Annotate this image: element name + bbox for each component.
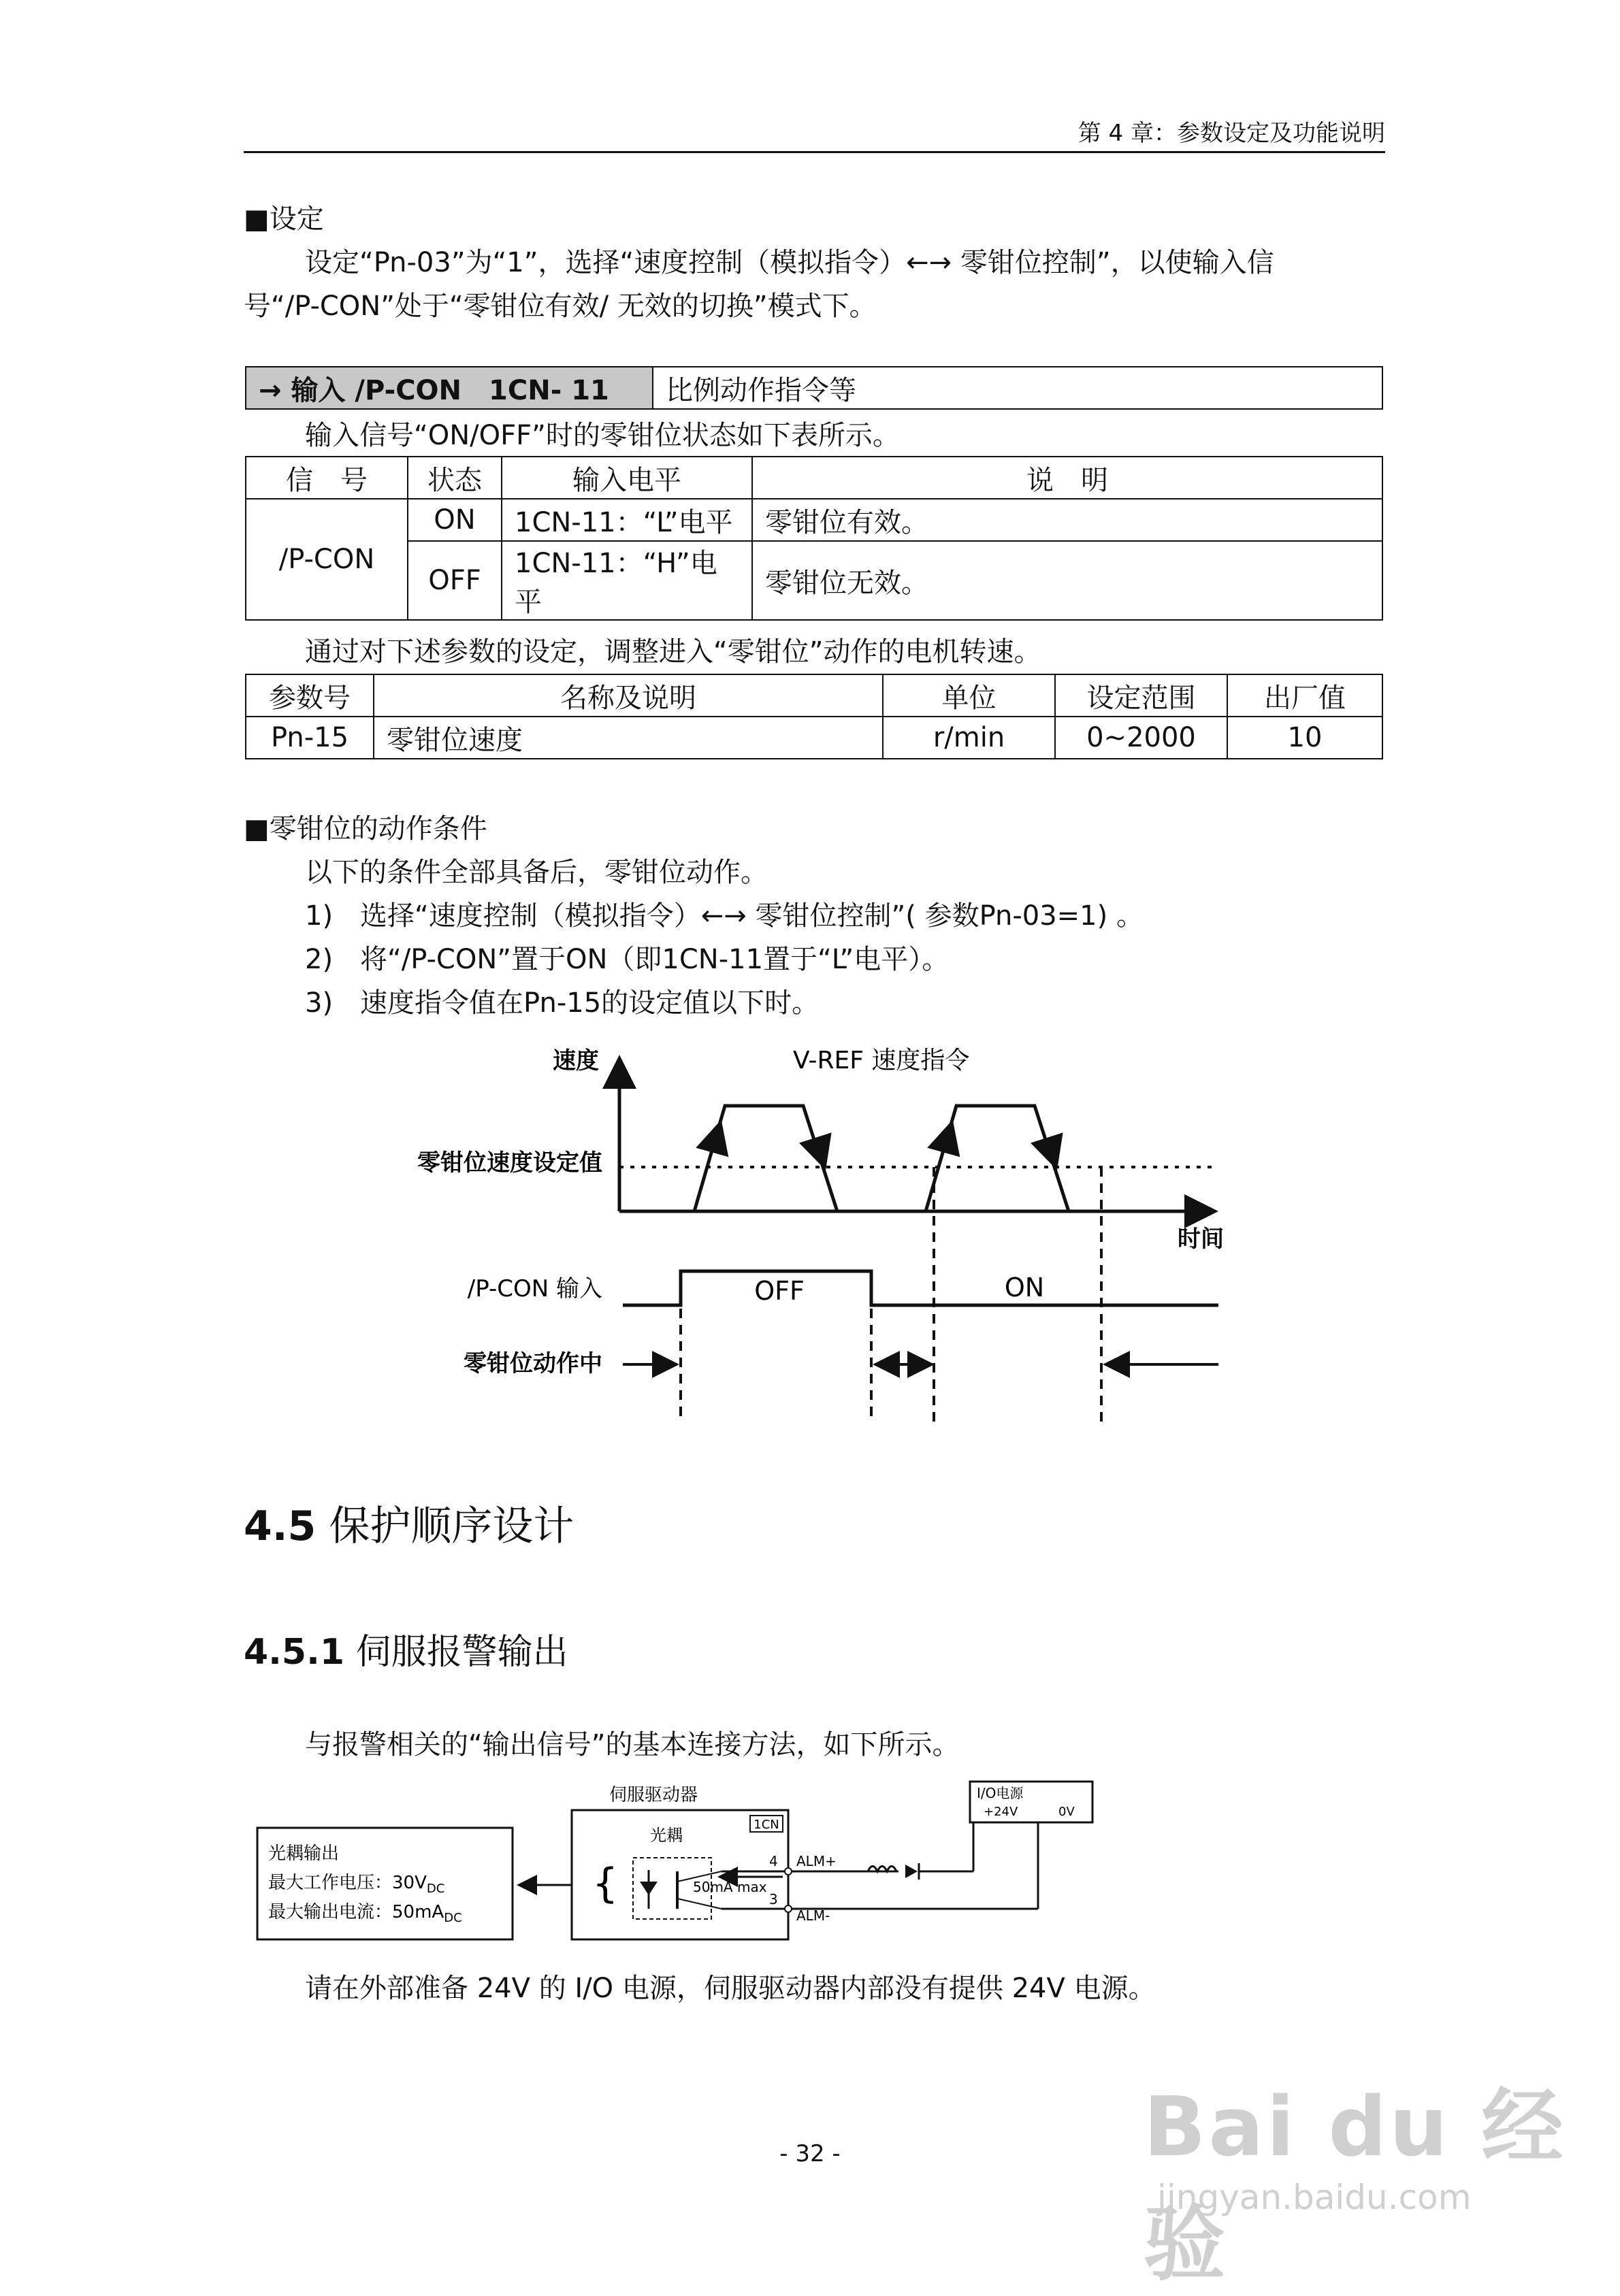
io-label: I/O电源: [977, 1785, 1024, 1801]
zero-v-label: 0V: [1058, 1805, 1075, 1819]
pcon-on-label: ON: [1004, 1273, 1045, 1302]
section-4-5-heading: [244, 1494, 574, 1552]
param-no: Pn-15: [246, 717, 374, 759]
param-header-range: 设定范围: [1055, 674, 1227, 717]
out-voltage-sub: DC: [426, 1882, 445, 1896]
alarm-intro: 与报警相关的“输出信号”的基本连接方法，如下所示。: [305, 1729, 960, 1760]
pcon-off-label: OFF: [754, 1276, 805, 1306]
out-title: 光耦输出: [268, 1843, 340, 1864]
setting-para-line1: 设定“Pn-03”为“1”，选择“速度控制（模拟指令）←→ 零钳位控制”，以使输入信: [305, 247, 1274, 278]
signal-row2-desc: 零钳位无效。: [752, 541, 1382, 620]
diode-symbol: [905, 1865, 918, 1878]
signal-header-state: 状态: [408, 457, 502, 499]
condition-item-2: 2) 将“/P-CON”置于ON（即1CN-11置于“L”电平）。: [305, 944, 950, 975]
alm-plus-label: ALM+: [796, 1853, 837, 1869]
param-name: 零钳位速度: [374, 717, 883, 759]
speed-pulse-2: [926, 1106, 1069, 1211]
setting-title: ■设定: [244, 203, 324, 235]
out-max-current-text: 最大输出电流：50mA: [268, 1902, 444, 1922]
header-rule: [244, 151, 1385, 153]
signal-name-cell: /P-CON: [246, 499, 408, 620]
plus24-label: +24V: [984, 1805, 1018, 1819]
conditions-title: ■零钳位的动作条件: [244, 813, 487, 844]
pin3-label: 3: [769, 1891, 778, 1907]
section-4-5-num: 4.5: [244, 1503, 317, 1550]
setting-para-line2: 号“/P-CON”处于“零钳位有效/ 无效的切换”模式下。: [244, 291, 877, 322]
signal-row1-desc: 零钳位有效。: [752, 499, 1382, 541]
pcon-input-label: /P-CON 输入: [467, 1275, 602, 1302]
driver-label: 伺服驱动器: [609, 1785, 698, 1805]
signal-row1-state: ON: [408, 499, 502, 541]
out-max-current: [268, 1902, 462, 1925]
timing-diagram: [368, 1028, 1266, 1436]
signal-table: [245, 456, 1383, 621]
input-box-table: [245, 366, 1383, 410]
param-unit: r/min: [883, 717, 1055, 759]
pin4-label: 4: [769, 1853, 778, 1869]
signal-intro: 输入信号“ON/OFF”时的零钳位状态如下表所示。: [305, 420, 900, 451]
speed-label: 速度: [553, 1047, 599, 1075]
brace: {: [592, 1860, 619, 1907]
param-header-name: 名称及说明: [374, 674, 883, 717]
param-header-no: 参数号: [246, 674, 374, 717]
section-4-5-title: 保护顺序设计: [329, 1503, 574, 1550]
input-box-label: → 输入 /P-CON 1CN- 11: [246, 367, 653, 409]
time-label: 时间: [1178, 1226, 1224, 1253]
led-symbol: [640, 1882, 658, 1895]
transistor-emitter: [677, 1899, 722, 1909]
cn-label: 1CN: [754, 1818, 779, 1832]
watermark-url: jingyan.baidu.com: [1157, 2178, 1472, 2217]
setting-paragraph: [244, 241, 1387, 328]
clamp-active-label: 零钳位动作中: [464, 1350, 602, 1377]
chapter-header: 第 4 章：参数设定及功能说明: [1078, 120, 1385, 147]
watermark-logo: Bai du 经验: [1144, 2080, 1566, 2292]
accel-arrow-1: [715, 1126, 719, 1143]
accel-arrow-2: [946, 1126, 951, 1143]
out-max-voltage: [268, 1873, 444, 1896]
pin3-dot: [785, 1905, 792, 1912]
alm-minus-label: ALM-: [796, 1907, 830, 1924]
out-current-sub: DC: [444, 1911, 462, 1925]
condition-item-1: 1) 选择“速度控制（模拟指令）←→ 零钳位控制”( 参数Pn-03=1) 。: [305, 900, 1144, 932]
param-default: 10: [1227, 717, 1382, 759]
power-note: 请在外部准备 24V 的 I/O 电源，伺服驱动器内部没有提供 24V 电源。: [305, 1973, 1156, 2004]
section-4-5-1-num: 4.5.1: [244, 1632, 345, 1673]
section-4-5-1-title: 伺服报警输出: [355, 1632, 568, 1673]
page-number: - 32 -: [779, 2140, 841, 2167]
alarm-circuit: [252, 1776, 1116, 1953]
signal-header-signal: 信 号: [246, 457, 408, 499]
speed-pulse-1: [694, 1106, 837, 1211]
signal-row2-state: OFF: [408, 541, 502, 620]
signal-header-desc: 说 明: [752, 457, 1382, 499]
conditions-intro: 以下的条件全部具备后，零钳位动作。: [305, 857, 768, 888]
max-ma-label: 50mA max: [693, 1879, 767, 1895]
out-max-voltage-text: 最大工作电压：30V: [268, 1873, 427, 1893]
pin4-dot: [785, 1868, 792, 1875]
param-intro: 通过对下述参数的设定，调整进入“零钳位”动作的电机转速。: [305, 636, 1041, 668]
signal-row2-level: 1CN-11：“H”电平: [502, 541, 752, 620]
condition-item-3: 3) 速度指令值在Pn-15的设定值以下时。: [305, 987, 820, 1019]
pcon-signal: [623, 1271, 1218, 1305]
param-header-unit: 单位: [883, 674, 1055, 717]
param-range: 0~2000: [1055, 717, 1227, 759]
coupler-label: 光耦: [650, 1826, 683, 1845]
vref-label: V-REF 速度指令: [793, 1047, 970, 1075]
zero-speed-label: 零钳位速度设定值: [417, 1149, 602, 1177]
param-header-default: 出厂值: [1227, 674, 1382, 717]
signal-row1-level: 1CN-11：“L”电平: [502, 499, 752, 541]
signal-header-level: 输入电平: [502, 457, 752, 499]
conditions-list: [305, 851, 1387, 1025]
input-box-desc: 比例动作指令等: [653, 367, 1382, 409]
section-4-5-1-heading: [244, 1623, 568, 1674]
param-table: [245, 674, 1383, 759]
